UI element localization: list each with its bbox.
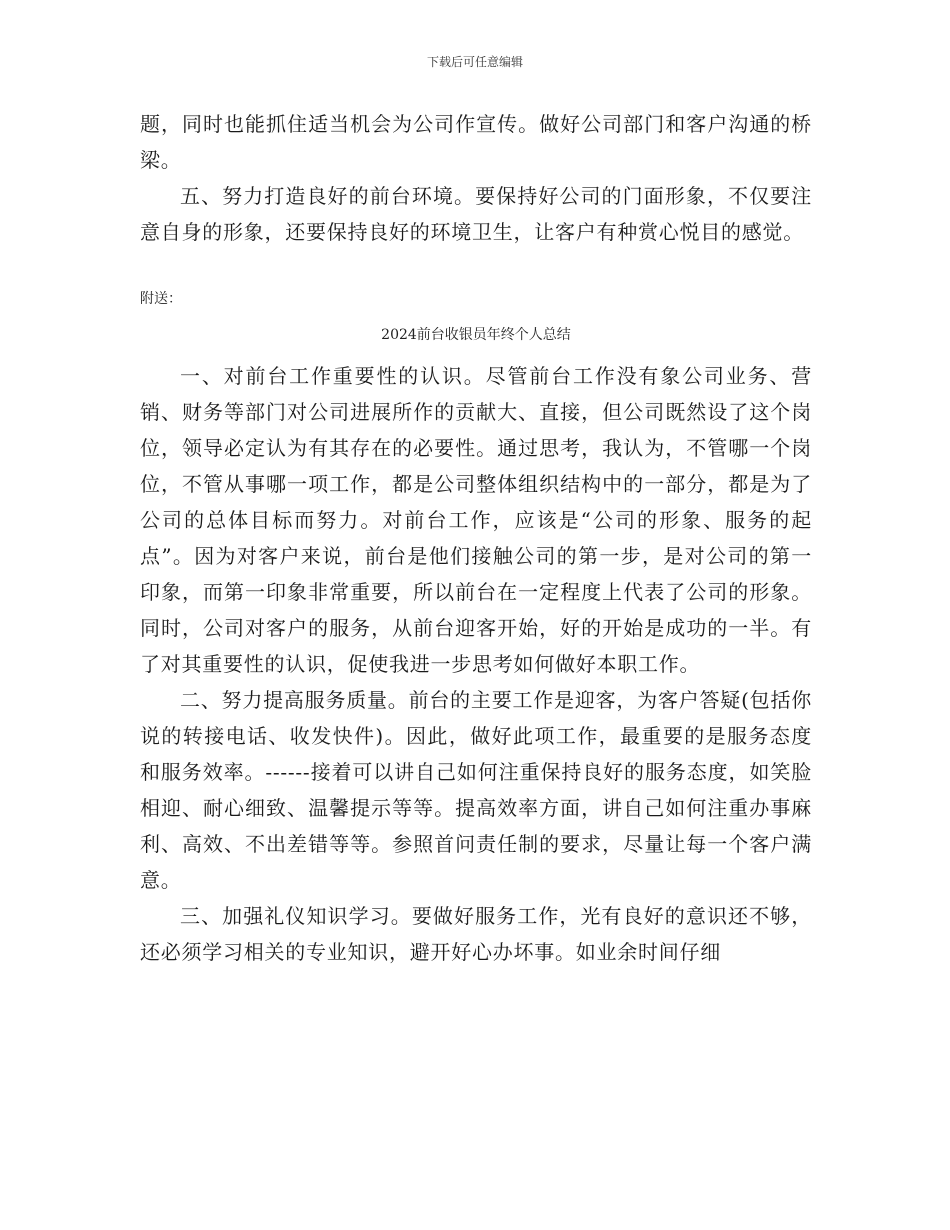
paragraph-summary-2: 二、努力提高服务质量。前台的主要工作是迎客，为客户答疑(包括你说的转接电话、收发快件)。因此，做好此项工作，最重要的是服务态度和服务效率。------接着可以讲自己如何注重保持良好的服务态度，如笑脸相迎、耐心细致、温馨提示等等。提高效率方面，讲自己如何注重办事麻利、高效、不出差错等等。参照首问责任制的要求，尽量让每一个客户满意。 bbox=[140, 688, 812, 892]
section-gap bbox=[140, 250, 812, 288]
page-header: 下载后可任意编辑 bbox=[426, 55, 523, 69]
document-body bbox=[140, 106, 812, 970]
paragraph-section-5: 五、努力打造良好的前台环境。要保持好公司的门面形象，不仅要注意自身的形象，还要保持良好的环境卫生，让客户有种赏心悦目的感觉。 bbox=[140, 184, 812, 244]
paragraph-summary-1: 一、对前台工作重要性的认识。尽管前台工作没有象公司业务、营销、财务等部门对公司进展所作的贡献大、直接，但公司既然设了这个岗位，领导必定认为有其存在的必要性。通过思考，我认为，不管哪一个岗位，不管从事哪一项工作，都是公司整体组织结构中的一部分，都是为了公司的总体目标而努力。对前台工作，应该是“公司的形象、服务的起点”。因为对客户来说，前台是他们接触公司的第一步，是对公司的第一印象，而第一印象非常重要，所以前台在一定程度上代表了公司的形象。同时，公司对客户的服务，从前台迎客开始，好的开始是成功的一半。有了对其重要性的认识，促使我进一步思考如何做好本职工作。 bbox=[140, 364, 812, 676]
appendix-title: 2024前台收银员年终个人总结 bbox=[381, 327, 571, 343]
paragraph-continued: 题，同时也能抓住适当机会为公司作宣传。做好公司部门和客户沟通的桥梁。 bbox=[140, 112, 812, 172]
paragraph-summary-3: 三、加强礼仪知识学习。要做好服务工作，光有良好的意识还不够，还必须学习相关的专业知识，避开好心办坏事。如业余时间仔细 bbox=[140, 904, 812, 964]
appendix-label: 附送： bbox=[140, 291, 182, 307]
